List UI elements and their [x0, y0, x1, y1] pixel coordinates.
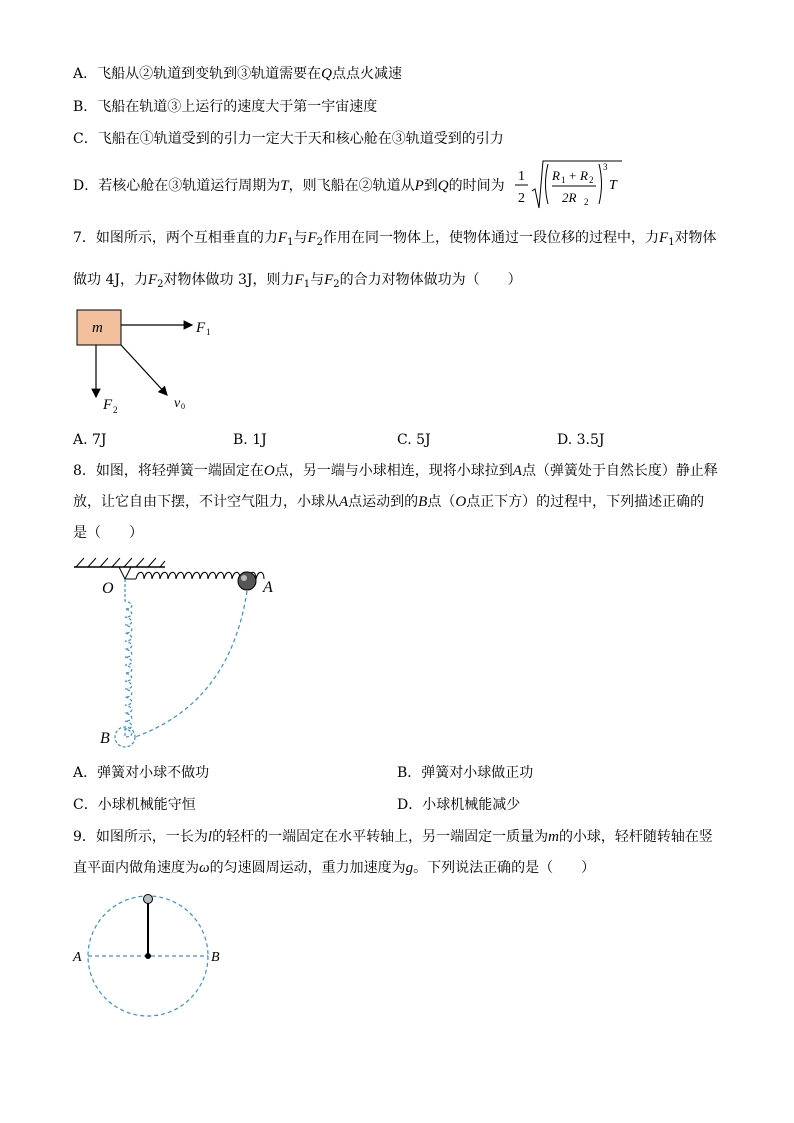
axis-point: [145, 953, 151, 959]
svg-text:2: 2: [589, 175, 594, 185]
svg-text:2: 2: [584, 197, 589, 207]
formula-2r2: 2R: [562, 190, 577, 205]
q9-text-5: 的匀速圆周运动，重力加速度为: [209, 860, 406, 876]
q7-option-c: C. 5J: [397, 432, 431, 448]
point-q2: Q: [437, 178, 449, 194]
q7-force-diagram: [70, 305, 230, 420]
q8-text-1: 8．如图，将轻弹簧一端固定在: [73, 463, 264, 479]
q6-option-d-time: 的时间为: [448, 178, 505, 194]
diagram-label-b: B: [100, 730, 110, 747]
svg-text:1: 1: [561, 175, 566, 185]
svg-text:+: +: [569, 168, 577, 183]
svg-text:0: 0: [181, 402, 185, 411]
force-f2-c: F: [324, 272, 334, 288]
q8-option-a: A．弹簧对小球不做功: [73, 765, 210, 781]
q8-option-b: B．弹簧对小球做正功: [397, 765, 534, 781]
diagram-label-a9: A: [73, 950, 82, 965]
q8-text-7: 点正下方）的过程中，下列描述正确的: [466, 494, 705, 510]
ball: [144, 895, 153, 904]
q7-and-2: 与: [310, 272, 325, 288]
point-b: B: [418, 494, 428, 510]
q8-option-c: C．小球机械能守恒: [73, 797, 196, 813]
q9-text-1: 9．如图所示，一长为: [73, 829, 208, 845]
q9-line-1: [73, 827, 713, 847]
force-f2: F: [307, 230, 317, 246]
q6-option-d-text: D．若核心舱在③轨道运行周期为: [73, 178, 281, 194]
q7-option-d: D. 3.5J: [557, 432, 605, 448]
f2-label: F: [103, 397, 113, 413]
q8-option-d: D．小球机械能减少: [397, 797, 521, 813]
time-formula: [512, 158, 622, 214]
q9-text-3: 的小球，轻杆随转轴在竖: [558, 829, 713, 845]
point-a-2: A: [339, 494, 349, 510]
q7-line-2: 做功 4J，力$F_2$对物体做功 3J，则力$F_1$与$F_2$的合力对物体做功为（ ）: [73, 272, 522, 290]
period-t: T: [280, 178, 289, 194]
mass-label: m: [92, 320, 103, 336]
q9-text-6: 。下列说法正确的是（ ）: [413, 860, 596, 876]
point-o: O: [263, 463, 275, 479]
q7-text-6: 的合力对物体做功为（ ）: [339, 272, 522, 288]
ball-a: [238, 572, 256, 590]
q8-text-3: 点（弹簧处于自然长度）静止释: [521, 463, 718, 479]
force-f2-b: F: [147, 272, 158, 288]
q6-option-c: C．飞船在①轨道受到的引力一定大于天和核心舱在③轨道受到的引力: [73, 131, 504, 147]
svg-text:1: 1: [206, 327, 211, 337]
mass-m: m: [548, 829, 559, 845]
q7-text-5: 对物体做功 3J，则力: [163, 272, 295, 288]
gravity-g: g: [405, 860, 414, 876]
q8-text-4: 放，让它自由下摆，不计空气阻力，小球从: [73, 494, 339, 510]
trajectory-dashed: [135, 591, 247, 737]
v0-label: v: [174, 396, 181, 411]
q8-line-1: [73, 461, 718, 481]
point-q: Q: [321, 66, 332, 82]
q9-circle-diagram: [70, 890, 240, 1020]
q6-option-a-text: A．飞船从②轨道到变轨到③轨道需要在: [73, 66, 322, 82]
force-f1-b: F: [659, 230, 669, 246]
q6-option-d-to: 到: [423, 178, 438, 194]
formula-r2: R: [580, 168, 588, 183]
length-l: l: [207, 829, 213, 845]
svg-text:2: 2: [113, 405, 118, 415]
v0-arrow: [121, 345, 167, 395]
q7-option-a: A. 7J: [73, 432, 107, 448]
q9-line-2: [73, 858, 595, 878]
q7-text-3: 对物体: [674, 230, 717, 246]
formula-den: 2: [518, 191, 525, 206]
q7-and: 与: [293, 230, 308, 246]
diagram-label-b9: B: [211, 950, 220, 965]
q7-text-1: 7．如图所示，两个互相垂直的力: [73, 230, 278, 246]
q6-option-d: [73, 175, 505, 197]
q9-text-4: 直平面内做角速度为: [73, 860, 199, 876]
q6-option-d-mid: ，则飞船在②轨道从: [288, 178, 415, 194]
q9-text-2: 的轻杆的一端固定在水平转轴上，另一端固定一质量为: [212, 829, 549, 845]
q8-text-6: 点（: [427, 494, 456, 510]
formula-t: T: [609, 178, 617, 193]
diagram-label-a: A: [263, 579, 273, 596]
point-a: A: [512, 463, 522, 479]
formula-r1: R: [552, 168, 560, 183]
q6-option-a: [73, 64, 402, 84]
vertical-spring-dashed: [125, 579, 132, 737]
q6-option-b: B．飞船在轨道③上运行的速度大于第一宇宙速度: [73, 99, 378, 115]
omega: ω: [199, 860, 210, 876]
point-o-2: O: [455, 494, 467, 510]
force-f1: F: [277, 230, 288, 246]
diagram-label-o: O: [102, 580, 114, 597]
formula-num: 1: [518, 169, 525, 184]
point-p: P: [414, 178, 424, 194]
q7-option-b: B. 1J: [233, 432, 267, 448]
q8-text-5: 点运动到的: [348, 494, 419, 510]
q8-text-2: 点，另一端与小球相连，现将小球拉到: [274, 463, 513, 479]
force-f1-c: F: [294, 272, 304, 288]
q7-text-2: 作用在同一物体上，使物体通过一段位移的过程中，力: [323, 230, 660, 246]
formula-exponent: 3: [603, 162, 608, 172]
q8-line-3: 是（ ）: [73, 525, 143, 541]
q8-spring-diagram: [70, 553, 290, 753]
q7-text-4: 做功 4J，力: [73, 272, 148, 288]
f1-label: F: [196, 320, 206, 336]
q6-option-a-tail: 点点火减速: [331, 66, 402, 82]
q7-line-1: 7．如图所示，两个互相垂直的力$F_1$与$F_2$作用在同一物体上，使物体通过一段位移的过程中，力$F_1$对物体: [73, 230, 717, 248]
q8-line-2: [73, 492, 704, 512]
